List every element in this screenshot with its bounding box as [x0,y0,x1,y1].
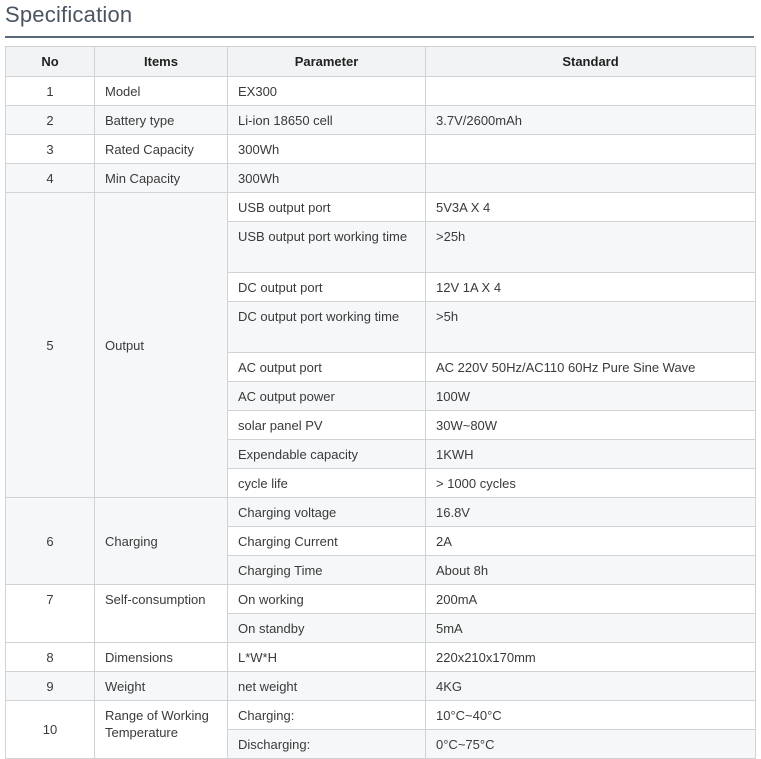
row-standard: 1KWH [426,440,756,469]
table-row [6,643,756,672]
row-standard [426,77,756,106]
table-row [6,585,756,614]
row-parameter: EX300 [228,77,426,106]
row-standard: 100W [426,382,756,411]
row-no: 1 [6,77,95,106]
table-header-row [6,47,756,77]
row-standard: 5mA [426,614,756,643]
row-parameter: solar panel PV [228,411,426,440]
row-parameter: AC output power [228,382,426,411]
row-item: Dimensions [95,643,228,672]
row-standard: 200mA [426,585,756,614]
row-standard [426,135,756,164]
page-title: Specification [5,2,133,27]
row-no: 10 [6,701,95,759]
row-item: Battery type [95,106,228,135]
row-standard: 2A [426,527,756,556]
row-standard: 30W~80W [426,411,756,440]
table-row [6,135,756,164]
row-parameter: USB output port [228,193,426,222]
table-row [6,193,756,222]
row-no: 8 [6,643,95,672]
row-no: 2 [6,106,95,135]
row-standard: 220x210x170mm [426,643,756,672]
row-parameter: 300Wh [228,164,426,193]
row-item: Self-consumption [95,585,228,643]
row-parameter: 300Wh [228,135,426,164]
header-items: Items [95,47,228,77]
row-standard: >25h [426,222,756,273]
row-no: 4 [6,164,95,193]
row-standard: >5h [426,302,756,353]
row-standard [426,164,756,193]
row-parameter: On working [228,585,426,614]
row-parameter: USB output port working time [228,222,426,273]
row-parameter: Discharging: [228,730,426,759]
table-row [6,672,756,701]
row-standard: 0°C~75°C [426,730,756,759]
row-item: Output [95,193,228,498]
row-parameter: AC output port [228,353,426,382]
row-no: 5 [6,193,95,498]
row-no: 6 [6,498,95,585]
row-standard: AC 220V 50Hz/AC110 60Hz Pure Sine Wave [426,353,756,382]
header-no: No [6,47,95,77]
row-parameter: L*W*H [228,643,426,672]
row-item: Min Capacity [95,164,228,193]
row-item: Rated Capacity [95,135,228,164]
row-no: 3 [6,135,95,164]
row-item: Range of Working Temperature [95,701,228,759]
row-parameter: Expendable capacity [228,440,426,469]
row-parameter: Charging: [228,701,426,730]
row-parameter: Charging voltage [228,498,426,527]
row-item: Weight [95,672,228,701]
row-no: 9 [6,672,95,701]
row-parameter: net weight [228,672,426,701]
row-parameter: DC output port [228,273,426,302]
row-item: Model [95,77,228,106]
row-standard: About 8h [426,556,756,585]
row-parameter: Li-ion 18650 cell [228,106,426,135]
table-row [6,498,756,527]
row-parameter: Charging Time [228,556,426,585]
row-item: Charging [95,498,228,585]
row-parameter: DC output port working time [228,302,426,353]
row-standard: 5V3A X 4 [426,193,756,222]
row-standard: 12V 1A X 4 [426,273,756,302]
row-parameter: cycle life [228,469,426,498]
row-parameter: Charging Current [228,527,426,556]
row-no: 7 [6,585,95,643]
row-standard: > 1000 cycles [426,469,756,498]
row-standard: 10°C~40°C [426,701,756,730]
header-parameter: Parameter [228,47,426,77]
row-standard: 16.8V [426,498,756,527]
header-standard: Standard [426,47,756,77]
table-row [6,106,756,135]
spec-table [5,46,756,759]
row-standard: 4KG [426,672,756,701]
row-parameter: On standby [228,614,426,643]
title-divider [5,36,754,38]
table-row [6,164,756,193]
table-row [6,701,756,730]
row-standard: 3.7V/2600mAh [426,106,756,135]
table-row [6,77,756,106]
